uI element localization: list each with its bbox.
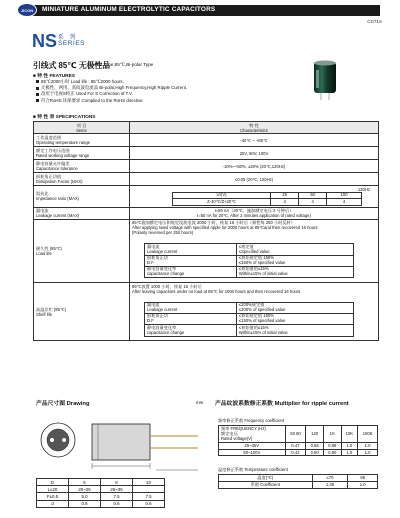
spec-label-impedance: 阻抗比 Impedance ratio (MAX) [34,186,130,207]
spec-label-leakage: 漏电流 Leakage current (MAX) [34,207,130,219]
spec-value-load-life: 85℃施加额定电压和规定纹波电流 2000 小时，恢复 16 小时后（极性每 250 小时反转） After applying rated voltage with specified ripple for 2000 hours at 85℃and then recovered 16 hours (Polarity reversed per 250 hours) 漏电流 Leakage current ≤规定值 ≤Specified value 损耗角正切 D.F ≤初始规定值 150% ≤150% of specified value 静电容量变化率 capacitance change ≤初始值的±15% Within±15% of initial value [130,219,379,282]
spec-value-tolerance: -10%~+50%, ±20% (20℃,120Hz) [130,160,379,173]
spec-value-leakage: I=50 nA（20℃，施加额定电压 2 分钟后） I=50 nA for 20℃, After 2 minutes application of rated voltage) [130,207,379,219]
document-code: CD71S [367,19,382,24]
brand-logo: JICON [17,3,37,17]
spec-label-voltage: 额定工作电压范围 Rated working voltage range [34,147,130,160]
dimension-drawing [36,410,206,476]
frequency-coefficient-label: 频率修正系数 Frequency coefficient [218,418,285,423]
feature-item: 无极性、两用、高纹波电流品 Bi-polar,High Frequency,High Ripple Current. [36,85,266,91]
load-life-table: 漏电流 Leakage current ≤规定值 ≤Specified value 损耗角正切 D.F ≤初始规定值 150% ≤150% of specified value 静电容量变化率 capacitance change ≤初始值的±15% Within±15% of initial value [144,243,354,278]
subtitle-cn: 引线式 85℃ 无极性品 [33,61,111,70]
drawing-unit: mm [196,400,204,405]
spec-label-tolerance: 静电容量允许偏差 Capacitance tolerance [34,160,130,173]
spec-label-dissipation: 损耗角正切值 Dissipation Factor (MAX) [34,173,130,186]
features-heading: ■ 特 性 FEATURES [33,74,75,79]
shelf-life-table: 漏电流 Leakage current ≤200%规定值 ≤200% of specified value 损耗角正切 D.F ≤初始规定值 150% ≤150% of specified value 静电容量变化率 capacitance change ≤初始值的±15% Within±15% of initial value [144,302,354,337]
drawing-heading: 产品尺寸图 Drawing [36,401,90,407]
spec-label-load-life: 耐久性 (85℃) Load life [34,219,130,282]
features-list [36,79,266,104]
impedance-table: Ur(V) 25 50 100 Z-40℃/Z+20℃ 4 4 4 [172,192,362,206]
specifications-table [33,121,379,341]
series-label-en: SERIES [58,40,86,47]
feature-item: 85℃2000小时 Load life : 85℃2000 hours. [36,79,266,85]
spec-value-shelf-life: 85℃放置 1000 小时，恢复 16 小时后 After leaving capacitors under no load at 85℃ for 1000 hours and then recovered 16 hours 漏电流 Leakage current ≤200%规定值 ≤200% of specified value 损耗角正切 D.F ≤初始规定值 150% ≤150% of specified value 静电容量变化率 capacitance change ≤初始值的±15% Within±15% of initial value [130,283,379,341]
series-label-cn: 系 列 [58,35,78,41]
spec-value-temperature: -40℃ ~ +85℃ [130,134,379,147]
capacitor-product-image [306,58,344,100]
col-header-characteristics: 特 性 Characteristics [130,122,379,134]
feature-item: 改用于电视S校正 Used For S Correction of T.V. [36,91,266,97]
temperature-coefficient-table: 温度(℃) ≤70 85 系数 Coefficient 1.35 1.0 [218,474,378,489]
spec-value-dissipation: ≤0.05 (20℃, 120Hz) [130,173,379,186]
col-header-items: 项 目 Items [34,122,130,134]
header-title: MINIATURE ALUMINUM ELECTROLYTIC CAPACITORS [42,6,216,13]
spec-value-voltage: 25V, 50V, 100V [130,147,379,160]
temperature-coefficient-label: 温度修正系数 Temperature coefficient [218,467,288,472]
feature-item: 符合RoHS 环保要求 Complied to the RoHS directive [36,98,266,104]
series-code: NS [32,31,58,51]
ripple-heading: 产品纹波系数修正系数 Multiplier for ripple current [215,401,349,407]
spec-label-temperature: 工作温度范围 Operating temperature range [34,134,130,147]
frequency-coefficient-table: 频率 FREQUENCY (Hz) 额定电压 Rated voltage(V) 50 60 120 1K 10K 100K 25~35V 0.47 0.55 0.88 1.0 1.0 50~100V 0.42 0.50 0.80 1.0 1.0 [218,425,378,456]
impedance-frequency: 120Hz [357,186,370,192]
spec-label-shelf-life: 高温存贮 (85℃) Shelf life [34,283,130,341]
subtitle-en: Lead Type,85℃,Bi-polar Type [92,62,154,67]
spec-value-impedance [130,186,379,207]
specifications-heading: ■ 特 性 表 SPECIFICATIONS [33,115,96,120]
dimension-table: D 5 8 10 L≤20 20~25 25~35 F±0.5 5.0 7.5 7.5 d 0.6 0.6 0.6 [36,478,165,508]
